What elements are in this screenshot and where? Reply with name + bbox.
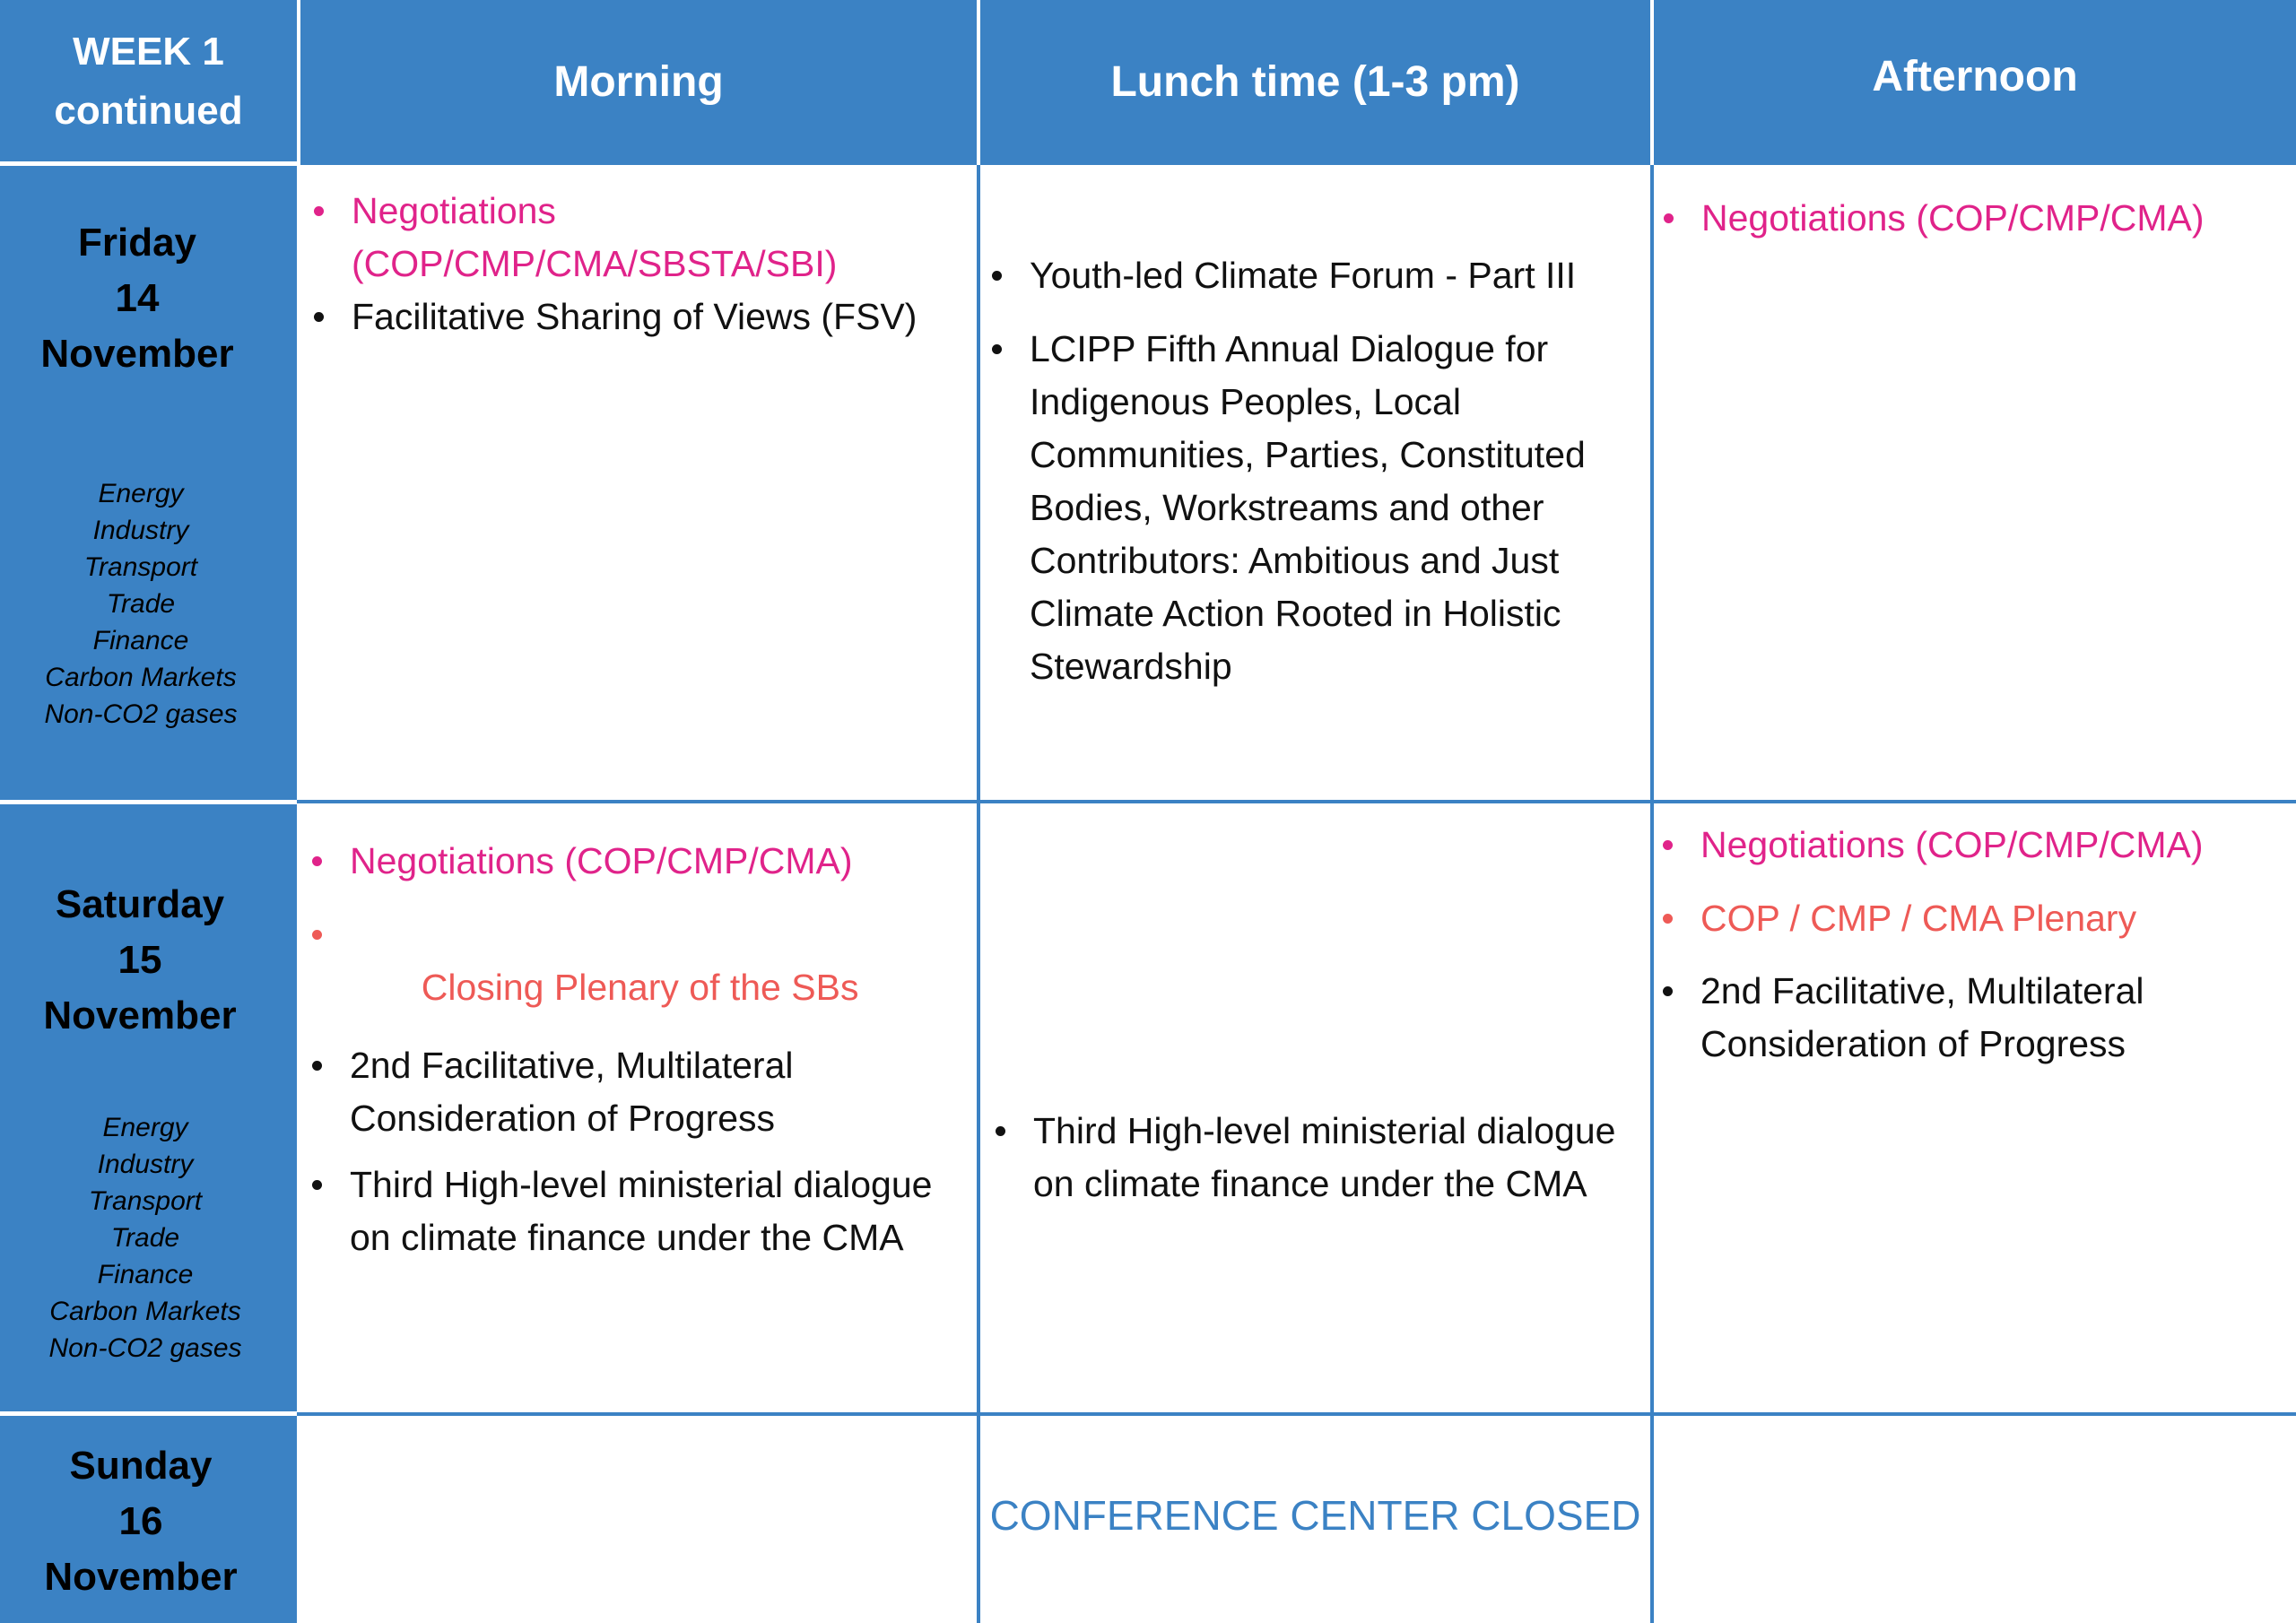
grid-line-horizontal (297, 800, 2296, 803)
day-label-saturday (0, 877, 280, 1044)
day-divider-line (0, 1411, 297, 1416)
agenda-item: Third High-level ministerial dialogue on climate finance under the CMA (985, 1105, 1648, 1211)
topic-carbon-markets: Carbon Markets (45, 663, 237, 692)
conference-closed-notice: CONFERENCE CENTER CLOSED (989, 1492, 1641, 1539)
topics-friday (0, 475, 282, 733)
agenda-item-negotiations: Negotiations (COP/CMP/CMA) (301, 835, 974, 888)
cell-saturday-morning (301, 835, 974, 1264)
week-label: WEEK 1 continued (54, 30, 243, 133)
agenda-item: 2nd Facilitative, Multilateral Consideration of Progress (1652, 965, 2296, 1071)
topics-saturday (0, 1109, 291, 1367)
agenda-item-negotiations: Negotiations (COP/CMP/CMA) (1652, 819, 2296, 872)
column-header-afternoon-label: Afternoon (1872, 53, 2078, 100)
day-label-sunday (0, 1438, 282, 1605)
topic-industry: Industry (97, 1150, 194, 1179)
column-header-lunch (980, 0, 1650, 165)
column-header-lunch-label: Lunch time (1-3 pm) (1110, 58, 1520, 106)
day-label-friday (0, 215, 274, 382)
topic-energy: Energy (102, 1113, 188, 1142)
topic-transport: Transport (83, 552, 198, 582)
agenda-item: Facilitative Sharing of Views (FSV) (303, 291, 967, 343)
topic-trade: Trade (106, 589, 176, 619)
agenda-item: Third High-level ministerial dialogue on climate finance under the CMA (301, 1159, 974, 1264)
topic-carbon-markets: Carbon Markets (49, 1297, 241, 1326)
day-column-edge (297, 0, 300, 1623)
topic-energy: Energy (98, 479, 184, 508)
agenda-item-closing-plenary: Closing Plenary of the SBs (301, 908, 974, 1014)
cell-saturday-afternoon (1652, 819, 2296, 1071)
topic-non-co2-gases: Non-CO2 gases (48, 1333, 242, 1363)
header-divider-line (0, 161, 297, 166)
cell-saturday-lunch (985, 1105, 1648, 1211)
cell-friday-morning (303, 185, 967, 343)
topic-finance: Finance (92, 626, 189, 655)
grid-line-vertical (977, 165, 980, 1623)
topic-industry: Industry (92, 516, 189, 545)
agenda-item-plenary: COP / CMP / CMA Plenary (1652, 892, 2296, 945)
cell-friday-lunch (981, 249, 1636, 693)
topic-finance: Finance (97, 1260, 194, 1289)
agenda-item: 2nd Facilitative, Multilateral Consideration of Progress (301, 1039, 974, 1145)
column-header-afternoon (1654, 0, 2296, 165)
topic-non-co2-gases: Non-CO2 gases (44, 699, 238, 729)
agenda-item-negotiations: Negotiations (COP/CMP/CMA/SBSTA/SBI) (303, 185, 967, 291)
day-name: Saturday 15 November (43, 882, 237, 1037)
agenda-item: LCIPP Fifth Annual Dialogue for Indigenous Peoples, Local Communities, Parties, Constituted Bodies, Workstreams and other Contributors: Ambitious and Just Climate Action Rooted in Holistic Stewardship (981, 323, 1636, 693)
agenda-item-negotiations: Negotiations (COP/CMP/CMA) (1653, 192, 2296, 245)
cell-friday-afternoon (1653, 192, 2296, 245)
column-header-morning (300, 0, 977, 165)
agenda-item: Youth-led Climate Forum - Part III (981, 249, 1636, 302)
week-header-cell (0, 0, 297, 163)
topic-trade: Trade (110, 1223, 180, 1253)
grid-line-horizontal (297, 1412, 2296, 1416)
day-name: Sunday 16 November (44, 1444, 238, 1599)
day-divider-line (0, 800, 297, 804)
day-name: Friday 14 November (40, 221, 234, 376)
topic-transport: Transport (88, 1186, 203, 1216)
column-header-morning-label: Morning (553, 58, 724, 106)
